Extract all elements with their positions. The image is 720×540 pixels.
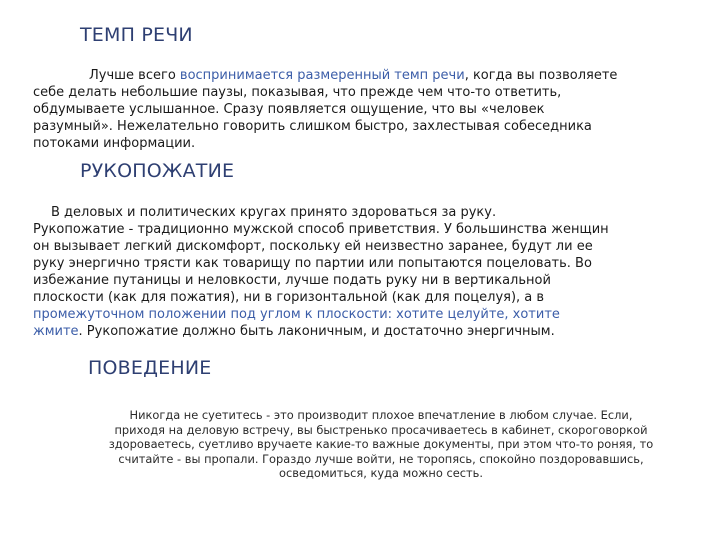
text-line: В деловых и политических кругах принято здороваться за руку. (51, 205, 497, 220)
paragraph-handshake (33, 204, 713, 340)
text-line: он вызывает легкий дискомфорт, поскольку ей неизвестно заранее, будут ли ее (33, 239, 593, 254)
text-line: избежание путаницы и неловкости, лучше подать руку ни в вертикальной (33, 273, 551, 288)
heading-speech-tempo: ТЕМП РЕЧИ (80, 24, 193, 46)
text-line: считайте - вы пропали. Гораздо лучше войти, не торопясь, спокойно поздоровавшись, (118, 451, 644, 466)
text-line: Никогда не суетитесь - это производит плохое впечатление в любом случае. Если, (129, 408, 633, 422)
text-line: осведомиться, куда можно сесть. (279, 466, 483, 481)
text-line: разумный». Нежелательно говорить слишком быстро, захлестывая собеседника (33, 119, 592, 134)
text-line: Лучше всего воспринимается размеренный темп речи, когда вы позволяете (89, 68, 618, 83)
text-line: Рукопожатие - традиционно мужской способ приветствия. У большинства женщин (33, 222, 609, 237)
text-line: себе делать небольшие паузы, показывая, что прежде чем что-то ответить, (33, 85, 562, 100)
paragraph-speech-tempo (33, 67, 688, 152)
paragraph-behavior (56, 408, 706, 481)
text-line: приходя на деловую встречу, вы быстренько просачиваетесь в кабинет, скороговоркой (114, 422, 648, 437)
heading-handshake: РУКОПОЖАТИЕ (80, 160, 235, 182)
text-line: руку энергично трясти как товарищу по партии или попытаются поцеловать. Во (33, 256, 592, 271)
text-line: обдумываете услышанное. Сразу появляется ощущение, что вы «человек (33, 102, 545, 117)
heading-behavior: ПОВЕДЕНИЕ (88, 357, 212, 379)
text-line: здороваетесь, суетливо вручаете какие-то важные документы, при этом что-то роняя, то (108, 437, 654, 452)
text-line: потоками информации. (33, 136, 196, 151)
text-line: жмите. Рукопожатие должно быть лаконичным, и достаточно энергичным. (33, 324, 555, 339)
text-line: промежуточном положении под углом к плоскости: хотите целуйте, хотите (33, 307, 560, 322)
text-line: плоскости (как для пожатия), ни в горизонтальной (как для поцелуя), а в (33, 290, 545, 305)
